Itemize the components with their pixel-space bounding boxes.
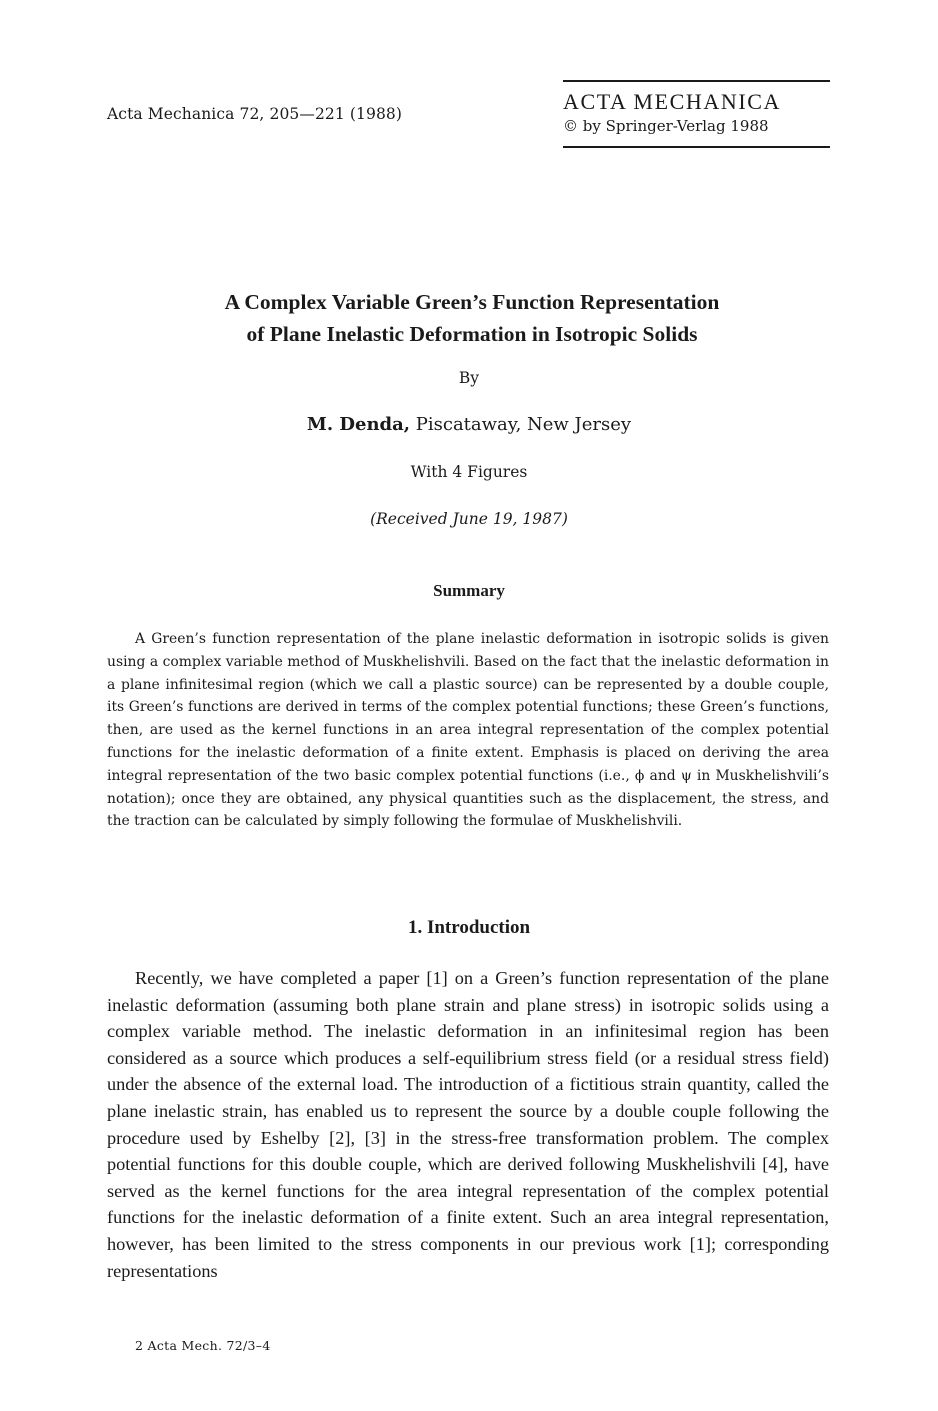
author-location: Piscataway, New Jersey [410,414,632,435]
journal-name: ACTA MECHANICA [563,89,782,114]
journal-citation: Acta Mechanica 72, 205—221 (1988) [107,105,403,123]
received-date: (Received June 19, 1987) [370,510,568,528]
author-name: M. Denda, [306,414,411,435]
title-line-1: A Complex Variable Green’s Function Representation [224,290,720,314]
summary-heading: Summary [433,581,505,600]
by-label: By [458,369,480,387]
introduction-heading: 1. Introduction [407,917,531,938]
title-line-2: of Plane Inelastic Deformation in Isotropic Solids [246,322,698,346]
paper-title [0,286,938,350]
summary-text: A Green’s function representation of the plane inelastic deformation in isotropic solids is given using a complex variable method of Muskhelishvili. Based on the fact that the inelastic deformation in a plane infinitesimal region (which we call a plastic source) can be represented by a double couple, its Green’s functions are derived in terms of the complex potential functions; these Green’s functions, then, are used as the kernel functions in an area integral representation of the complex potential functions for the inelastic deformation of a finite extent. Emphasis is placed on deriving the area integral representation of the two basic complex potential functions (i.e., ϕ and ψ in Muskhelishvili’s notation); once they are obtained, any physical quantities such as the displacement, the stress, and the traction can be calculated by simply following the formulae of Muskhelishvili. [107,631,829,830]
introduction-text: Recently, we have completed a paper [1] on a Green’s function representation of the plane inelastic deformation (assuming both plane strain and plane stress) in isotropic solids using a complex variable method. The inelastic deformation in an infinitesimal region has been considered as a source which produces a self-equilibrium stress field (or a residual stress field) under the absence of the external load. The introduction of a fictitious strain quantity, called the plane inelastic strain, has enabled us to represent the source by a double couple following the procedure used by Eshelby [2], [3] in the stress-free transformation problem. The complex potential functions for this double couple, which are derived following Muskhelishvili [4], have served as the kernel functions for the area integral representation of the complex potential functions for the inelastic deformation of a finite extent. Such an area integral representation, however, has been limited to the stress components in our previous work [1]; corresponding representations [107,968,829,1281]
journal-masthead [563,80,830,148]
figure-count: With 4 Figures [410,463,528,481]
author-line [0,414,938,435]
page-footer: 2 Acta Mech. 72/3–4 [135,1338,271,1353]
copyright-notice: © by Springer-Verlag 1988 [563,117,769,135]
